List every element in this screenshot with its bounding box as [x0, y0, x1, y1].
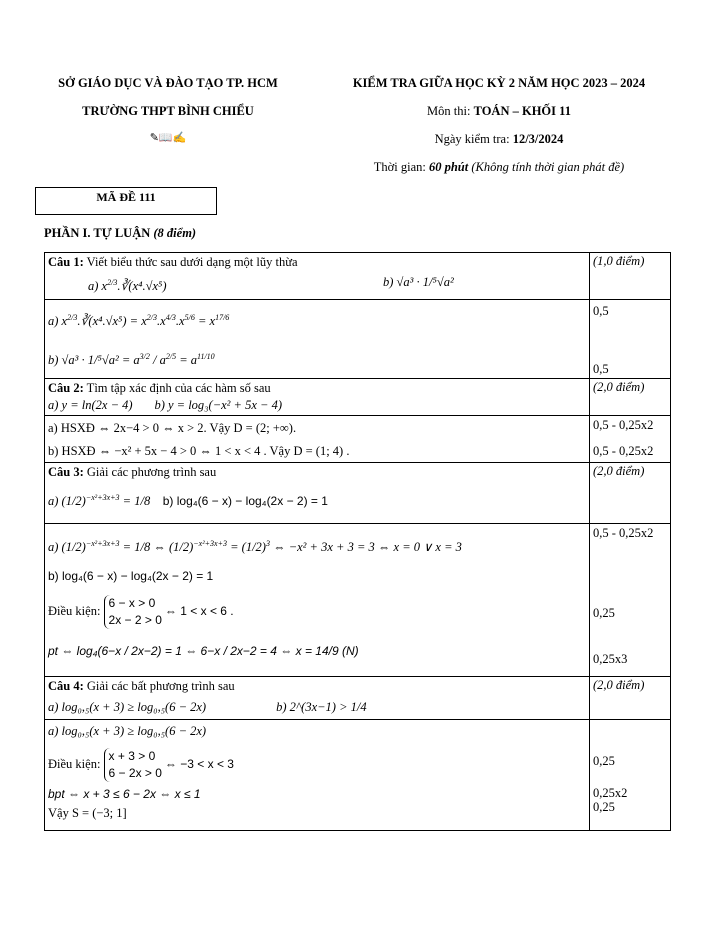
subject-line: [330, 104, 668, 119]
q2-answer-b: b) HSXĐ ⇔ −x² + 5x − 4 > 0 ⇔ 1 < x < 4 . Vậy D = (1; 4) .: [48, 444, 350, 458]
q1-title: Câu 1:: [48, 255, 84, 269]
department-name: SỞ GIÁO DỤC VÀ ĐÀO TẠO TP. HCM: [58, 76, 278, 90]
q3-title: Câu 3:: [48, 465, 84, 479]
q3-items: a) $(1/2)^{-x^2+3x+3} = 1/8$ b) log₄(6 − x) − log₄(2x − 2) = 1: [48, 493, 328, 509]
q4-conclusion: Vậy S = (−3; 1]: [48, 806, 127, 820]
exam-code-box: MÃ ĐỀ 111: [35, 187, 217, 215]
q1-b: b) √a³ · 1/⁵√a²: [383, 275, 454, 289]
q2-prompt: Tìm tập xác định của các hàm số sau: [83, 381, 271, 395]
table-row: [45, 300, 671, 379]
q2-items: a) y = ln(2x − 4) b) y = log₃(−x² + 5x − 4): [48, 398, 283, 412]
q1-points: (1,0 điểm): [590, 253, 671, 300]
q1-answer-b: b) $√a^3 \cdot 1/^5√a^2 = a^{3/2} / a^{2/5} = a^{11/10}$: [48, 352, 215, 368]
part-title: PHẦN I. TỰ LUẬN: [44, 226, 151, 240]
q4-items: a) log₀,₅(x + 3) ≥ log₀,₅(6 − 2x) b) 2^(3x−1) > 1/4: [48, 700, 367, 714]
q3-condition: Điều kiện: 6 − x > 0 2x − 2 > 0 ⇔ 1 < x < 6 .: [48, 596, 234, 628]
subject-value: TOÁN – KHỐI 11: [473, 104, 571, 118]
q3-points: (2,0 điểm): [590, 463, 671, 524]
subject-label: Môn thi:: [427, 104, 474, 118]
table-row: [45, 463, 671, 524]
q3-pt-line: pt ⇔ log₄(6−x / 2x−2) = 1 ⇔ 6−x / 2x−2 = 4 ⇔ x = 14/9 (N): [48, 644, 359, 659]
ornament-icon: ✎📖✍: [149, 132, 187, 144]
exam-title: KIỂM TRA GIỮA HỌC KỲ 2 NĂM HỌC 2023 – 2024: [352, 76, 646, 90]
table-row: [45, 379, 671, 416]
q3-prompt: Giải các phương trình sau: [83, 465, 217, 479]
q3-score-cond: 0,25: [593, 606, 615, 620]
q2-score-b: 0,5 - 0,25x2: [593, 444, 654, 458]
time-line: [330, 160, 668, 175]
time-value: 60 phút: [428, 160, 469, 174]
date-value: 12/3/2024: [512, 132, 564, 146]
table-row: [45, 253, 671, 300]
q3-answer-b: b) log₄(6 − x) − log₄(2x − 2) = 1: [48, 569, 214, 584]
q4-points: (2,0 điểm): [590, 677, 671, 720]
q4-condition: Điều kiện: x + 3 > 0 6 − 2x > 0 ⇔ −3 < x < 3: [48, 749, 234, 780]
q2-answer-a: a) HSXĐ ⇔ 2x−4 > 0 ⇔ x > 2. Vậy D = (2; +∞).: [48, 421, 297, 435]
q3-score-a: 0,5 - 0,25x2: [593, 526, 654, 540]
q3-score-pt: 0,25x3: [593, 652, 628, 666]
q1-answer-a: a) $x^{2/3}.∛(x^4.√x^5) = x^{2/3}.x^{4/3}.x^{5/6} = x^{17/6}$: [48, 313, 230, 329]
q3-answer-a: a) $(1/2)^{-x^2+3x+3} = 1/8$ ⇔ $(1/2)^{-x^2+3x+3} = (1/2)^3$ ⇔ −x² + 3x + 3 = 3 ⇔ x = 0 ∨ x = 3: [48, 539, 462, 555]
table-row: [45, 720, 671, 831]
q2-title: Câu 2:: [48, 381, 84, 395]
q4-bpt-line: bpt ⇔ x + 3 ≤ 6 − 2x ⇔ x ≤ 1: [48, 787, 201, 801]
q4-score-cond: 0,25: [593, 754, 615, 768]
grading-table: [44, 252, 671, 831]
time-note: (Không tính thời gian phát đề): [468, 160, 625, 174]
q2-score-a: 0,5 - 0,25x2: [593, 418, 654, 432]
part-points: (8 điểm): [150, 226, 197, 240]
date-line: [330, 132, 668, 147]
table-row: [45, 677, 671, 720]
date-label: Ngày kiểm tra:: [434, 132, 513, 146]
q1-score-a: 0,5: [593, 304, 609, 318]
part-heading: [44, 226, 196, 241]
school-name: TRƯỜNG THPT BÌNH CHIỂU: [82, 104, 254, 118]
q2-points: (2,0 điểm): [590, 379, 671, 416]
q4-score-bpt: 0,25x2: [593, 786, 628, 800]
q1-a: a) $x^{2/3}.∛(x^4.√x^5)$: [88, 278, 167, 294]
q4-score-concl: 0,25: [593, 800, 615, 814]
time-label: Thời gian:: [373, 160, 429, 174]
table-row: [45, 416, 671, 463]
q4-prompt: Giải các bất phương trình sau: [83, 679, 235, 693]
q1-prompt: Viết biểu thức sau dưới dạng một lũy thừa: [83, 255, 298, 269]
q1-score-b: 0,5: [593, 362, 609, 376]
q4-answer-a: a) log₀,₅(x + 3) ≥ log₀,₅(6 − 2x): [48, 724, 207, 738]
table-row: [45, 524, 671, 677]
q4-title: Câu 4:: [48, 679, 84, 693]
